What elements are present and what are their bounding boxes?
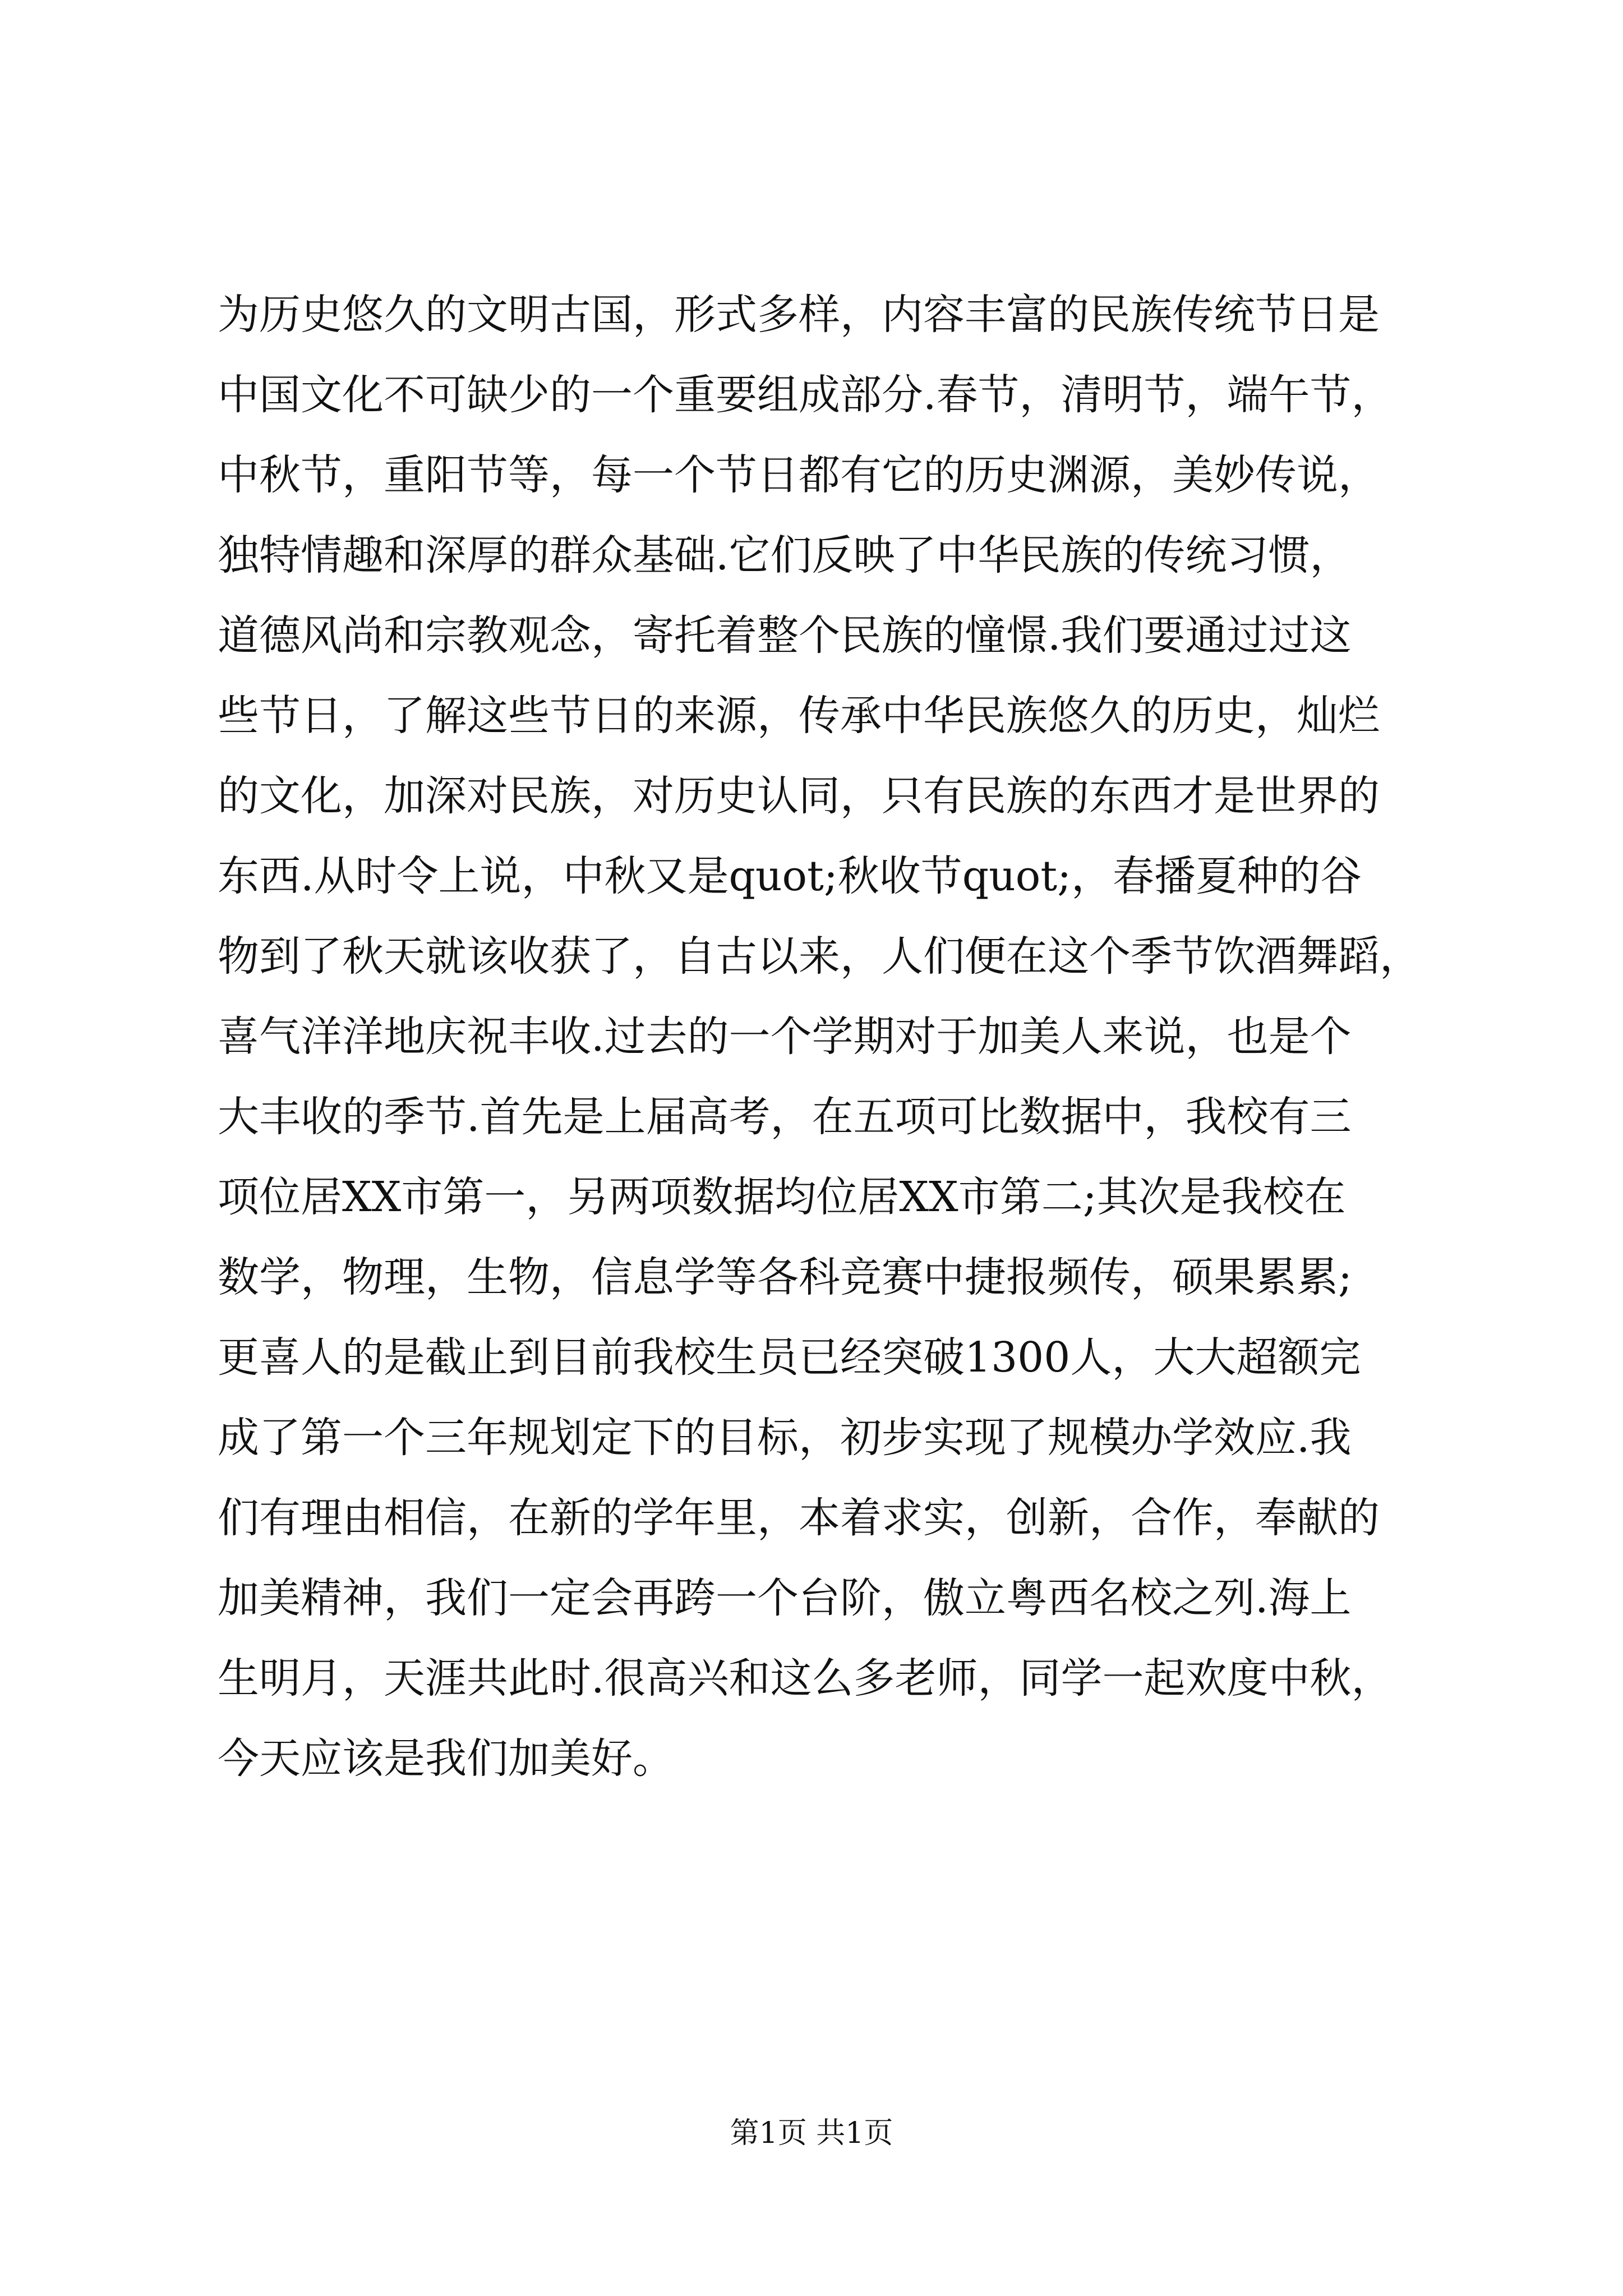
text-line: 物到了秋天就该收获了，自古以来，人们便在这个季节饮酒舞蹈， [218,932,1421,981]
text-line: 更喜人的是截止到目前我校生员已经突破1300人，大大超额完 [218,1333,1361,1382]
text-line: 项位居XX市第一，另两项数据均位居XX市第二;其次是我校在 [218,1173,1346,1221]
text-line: 数学，物理，生物，信息学等各科竞赛中捷报频传，硕果累累; [218,1253,1352,1301]
text-line: 生明月，天涯共此时.很高兴和这么多老师，同学一起欢度中秋， [218,1654,1393,1703]
text-line: 大丰收的季节.首先是上届高考，在五项可比数据中，我校有三 [218,1093,1352,1141]
text-line: 东西.从时令上说，中秋又是quot;秋收节quot;，春播夏种的谷 [218,852,1362,900]
body-text [218,275,1429,1799]
text-line: 中秋节，重阳节等，每一个节日都有它的历史渊源，美妙传说， [218,451,1380,499]
text-line: 中国文化不可缺少的一个重要组成部分.春节，清明节，端午节， [218,371,1393,419]
text-line: 成了第一个三年规划定下的目标，初步实现了规模办学效应.我 [218,1414,1352,1462]
text-line: 道德风尚和宗教观念，寄托着整个民族的憧憬.我们要通过过这 [218,611,1352,660]
text-line: 的文化，加深对民族，对历史认同，只有民族的东西才是世界的 [218,772,1380,820]
text-line: 们有理由相信，在新的学年里，本着求实，创新，合作，奉献的 [218,1494,1380,1542]
text-line: 些节日，了解这些节日的来源，传承中华民族悠久的历史，灿烂 [218,692,1380,740]
text-line: 喜气洋洋地庆祝丰收.过去的一个学期对于加美人来说，也是个 [218,1013,1352,1061]
text-line: 为历史悠久的文明古国，形式多样，内容丰富的民族传统节日是 [218,291,1380,339]
text-line: 加美精神，我们一定会再跨一个台阶，傲立粤西名校之列.海上 [218,1574,1352,1622]
text-line: 独特情趣和深厚的群众基础.它们反映了中华民族的传统习惯， [218,531,1352,579]
text-line: 今天应该是我们加美好。 [218,1734,674,1783]
page-number-footer: 第1页 共1页 [730,2116,893,2150]
